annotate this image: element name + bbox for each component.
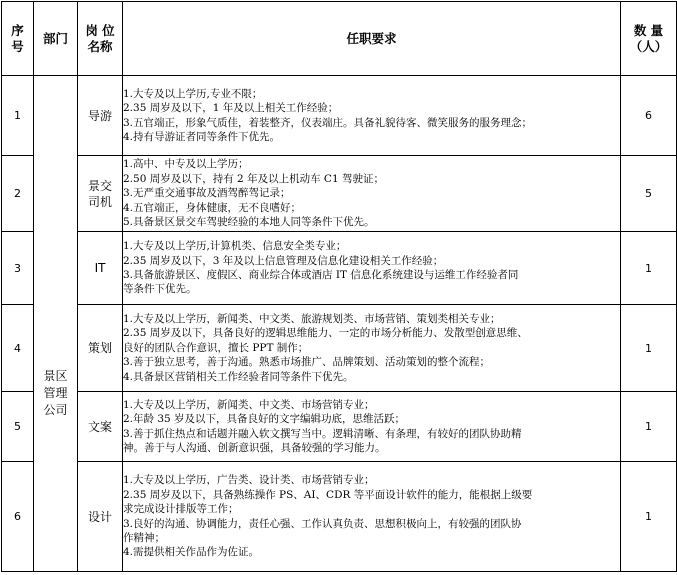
header-dept: 部门 bbox=[34, 2, 78, 76]
requirement-line: 1.高中、中专及以上学历； bbox=[123, 158, 249, 171]
requirement-line: 等条件下优先。 bbox=[123, 283, 197, 296]
requirement-line: 4.持有导游证者同等条件下优先。 bbox=[123, 130, 281, 143]
row-requirements bbox=[123, 232, 621, 305]
row-quantity: 1 bbox=[621, 305, 677, 392]
header-quantity bbox=[621, 2, 677, 76]
table-row bbox=[2, 156, 677, 232]
row-position bbox=[78, 462, 123, 572]
header-quantity-line: 数 量 bbox=[633, 22, 664, 38]
table-row bbox=[2, 462, 677, 572]
header-seq-line: 序 bbox=[11, 22, 24, 38]
row-seq: 4 bbox=[2, 305, 34, 392]
row-requirements bbox=[123, 392, 621, 462]
row-seq: 1 bbox=[2, 76, 34, 156]
row-requirements bbox=[123, 76, 621, 156]
department-label-line: 公司 bbox=[43, 403, 68, 417]
requirement-line: 4.需提供相关作品作为佐证。 bbox=[123, 546, 260, 559]
requirement-line: 2.35 周岁及以下，1 年及以上相关工作经验； bbox=[123, 102, 339, 115]
requirement-line: 神。善于与人沟通、创新意识强，具备较强的学习能力。 bbox=[123, 441, 386, 454]
row-seq: 5 bbox=[2, 392, 34, 462]
requirement-line: 4.具备景区营销相关工作经验者同等条件下优先。 bbox=[123, 370, 354, 383]
header-requirements: 任职要求 bbox=[123, 2, 621, 76]
requirement-line: 良好的团队合作意识，擅长 PPT 制作； bbox=[123, 341, 309, 354]
table-row bbox=[2, 392, 677, 462]
row-quantity: 5 bbox=[621, 156, 677, 232]
recruitment-table bbox=[1, 1, 677, 572]
requirement-line: 2.35 周岁及以下，具备熟练操作 PS、AI、CDR 等平面设计软件的能力，能根据上级要 bbox=[123, 488, 533, 501]
department-label-line: 管理 bbox=[43, 386, 68, 400]
department-cell bbox=[34, 76, 78, 572]
row-position bbox=[78, 392, 123, 462]
requirement-line: 3.具备旅游景区、度假区、商业综合体或酒店 IT 信息化系统建设与运维工作经验者同 bbox=[123, 269, 519, 281]
row-position bbox=[78, 232, 123, 305]
header-seq-line: 号 bbox=[11, 38, 24, 54]
requirement-line: 2.35 周岁及以下，3 年及以上信息管理及信息化建设相关工作经验； bbox=[123, 254, 444, 267]
requirement-line: 3.五官端正，形象气质佳，着装整齐，仪表端庄。具备礼貌待客、微笑服务的服务理念； bbox=[123, 116, 533, 129]
table-row bbox=[2, 76, 677, 156]
department-label-line: 景区 bbox=[43, 369, 68, 383]
row-requirements bbox=[123, 462, 621, 572]
header-position bbox=[78, 2, 123, 76]
position-line: IT bbox=[94, 261, 106, 275]
row-requirements bbox=[123, 156, 621, 232]
header-position-line: 岗 位 bbox=[85, 22, 115, 38]
requirement-line: 1.大专及以上学历，新闻类、中文类、旅游规划类、市场营销、策划类相关专业； bbox=[123, 312, 501, 325]
requirement-line: 1.大专及以上学历，广告类、设计类、市场营销专业； bbox=[123, 474, 375, 487]
department-label bbox=[34, 76, 77, 419]
row-requirements bbox=[123, 305, 621, 392]
requirement-line: 1.大专及以上学历,专业不限； bbox=[123, 87, 263, 100]
row-quantity: 1 bbox=[621, 462, 677, 572]
requirement-line: 2.年龄 35 岁及以下，具备良好的文字编辑功底，思维活跃； bbox=[123, 413, 406, 426]
header-position-line: 名称 bbox=[87, 38, 113, 54]
header-row bbox=[2, 2, 677, 76]
row-position bbox=[78, 76, 123, 156]
requirement-line: 5.具备景区景交车驾驶经验的本地人同等条件下优先。 bbox=[123, 216, 375, 229]
requirement-line: 2.35 周岁及以下，具备良好的逻辑思维能力、一定的市场分析能力、发散型创意思维、 bbox=[123, 327, 528, 340]
requirement-line: 3.无严重交通事故及酒驾醉驾记录； bbox=[123, 187, 291, 200]
row-seq: 6 bbox=[2, 462, 34, 572]
position-line: 导游 bbox=[87, 108, 112, 123]
position-line: 司机 bbox=[87, 194, 112, 209]
header-quantity-line: （人） bbox=[629, 38, 668, 54]
requirement-line: 2.50 周岁及以下，持有 2 年及以上机动车 C1 驾驶证； bbox=[123, 172, 384, 185]
position-line: 文案 bbox=[87, 419, 112, 434]
requirement-line: 求完成设计排版等工作； bbox=[123, 503, 239, 516]
table-row bbox=[2, 305, 677, 392]
requirement-line: 1.大专及以上学历,计算机类、信息安全类专业； bbox=[123, 240, 347, 253]
table-row bbox=[2, 232, 677, 305]
row-quantity: 1 bbox=[621, 232, 677, 305]
header-seq bbox=[2, 2, 34, 76]
row-quantity: 1 bbox=[621, 392, 677, 462]
position-line: 景交 bbox=[87, 178, 112, 193]
requirement-line: 4.五官端正，身体健康，无不良嗜好； bbox=[123, 201, 302, 214]
row-quantity: 6 bbox=[621, 76, 677, 156]
position-line: 设计 bbox=[87, 509, 112, 524]
position-line: 策划 bbox=[87, 341, 112, 355]
row-seq: 3 bbox=[2, 232, 34, 305]
requirement-line: 3.良好的沟通、协调能力，责任心强、工作认真负责、思想积极向上，有较强的团队协 bbox=[123, 517, 522, 530]
row-position bbox=[78, 305, 123, 392]
requirement-line: 作精神； bbox=[123, 531, 165, 544]
requirement-line: 3.善于独立思考，善于沟通。熟悉市场推广、品牌策划、活动策划的整个流程； bbox=[123, 356, 491, 369]
row-position bbox=[78, 156, 123, 232]
requirement-line: 1.大专及以上学历，新闻类、中文类、市场营销专业； bbox=[123, 398, 375, 411]
row-seq: 2 bbox=[2, 156, 34, 232]
requirement-line: 3.善于抓住热点和话题并融入软文撰写当中。逻辑清晰、有条理，有较好的团队协助精 bbox=[123, 427, 522, 440]
